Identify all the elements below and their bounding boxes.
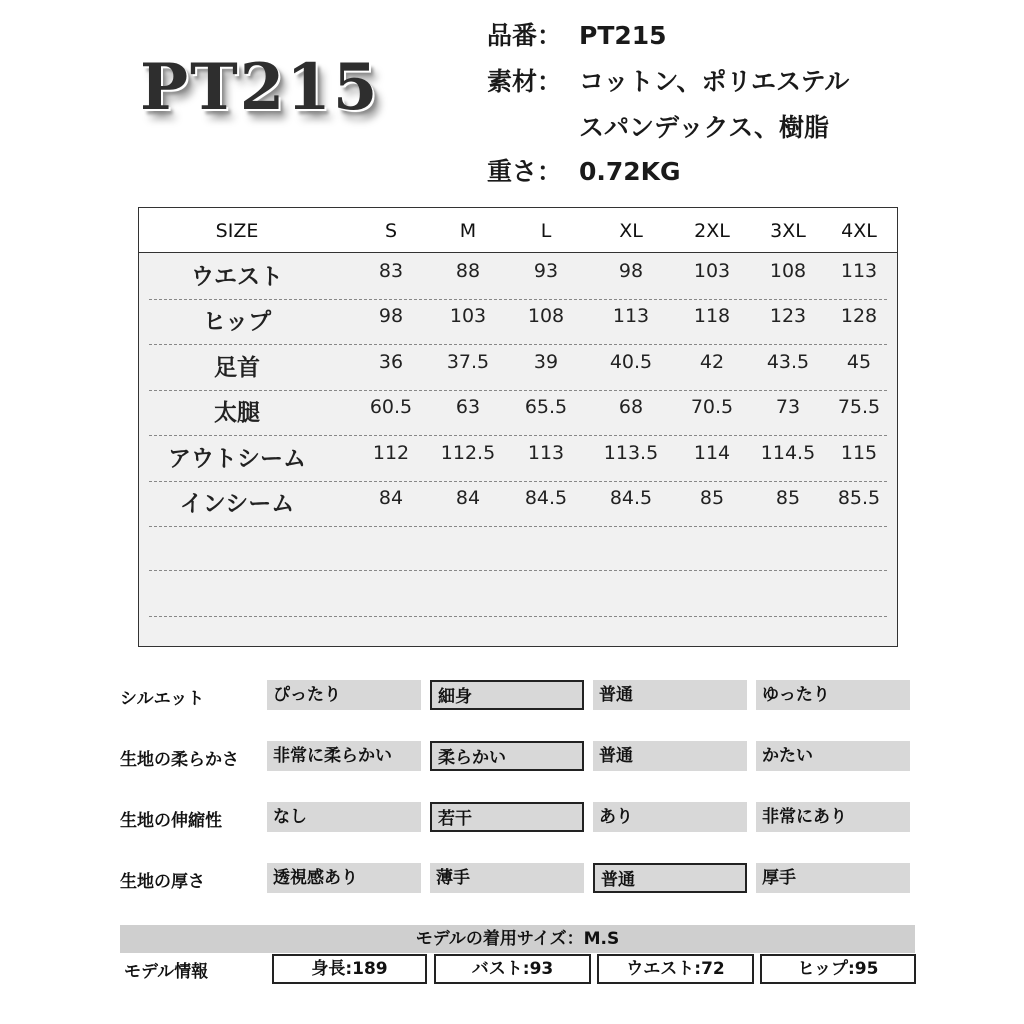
fit-option: 普通 <box>593 680 747 710</box>
measure-value: 114 <box>693 442 731 464</box>
fit-row-label: 生地の柔らかさ <box>120 750 239 770</box>
product-logo: PT215 <box>140 50 380 125</box>
model-size-bar: モデルの着用サイズ：M.S <box>120 925 915 953</box>
measure-value: 128 <box>840 305 878 327</box>
spec-sozai-line2: スパンデックス、樹脂 <box>579 113 830 142</box>
spec-omosa-label: 重さ： <box>487 157 563 186</box>
spec-omosa-value: 0.72KG <box>579 157 681 186</box>
fit-option-selected: 若干 <box>430 802 584 832</box>
measure-value: 93 <box>533 260 559 282</box>
measure-value: 39 <box>533 351 559 373</box>
measure-value: 45 <box>846 351 872 373</box>
fit-option: 薄手 <box>430 863 584 893</box>
model-info-label: モデル情報 <box>124 962 209 982</box>
spec-sozai <box>487 62 849 98</box>
row-separator <box>149 299 887 300</box>
fit-option: ぴったり <box>267 680 421 710</box>
measure-value: 84.5 <box>609 487 653 509</box>
measure-value: 68 <box>618 396 644 418</box>
fit-option: 非常にあり <box>756 802 910 832</box>
measure-value: 113 <box>612 305 650 327</box>
measure-label: 太腿 <box>214 400 260 426</box>
measure-value: 108 <box>527 305 565 327</box>
fit-option: ゆったり <box>756 680 910 710</box>
spec-hinban-value: PT215 <box>579 21 667 50</box>
fit-option: 厚手 <box>756 863 910 893</box>
measure-value: 75.5 <box>837 396 881 418</box>
measure-value: 115 <box>840 442 878 464</box>
spec-sozai-label: 素材： <box>487 67 563 96</box>
size-header-s: S <box>384 220 398 242</box>
measure-value: 43.5 <box>766 351 810 373</box>
fit-row-label: 生地の厚さ <box>120 872 205 892</box>
fit-option: 透視感あり <box>267 863 421 893</box>
fit-option: かたい <box>756 741 910 771</box>
fit-option: あり <box>593 802 747 832</box>
measure-value: 73 <box>775 396 801 418</box>
measure-value: 112.5 <box>440 442 496 464</box>
row-separator <box>149 526 887 527</box>
measure-value: 112 <box>372 442 410 464</box>
measure-value: 85 <box>775 487 801 509</box>
size-header-l: L <box>540 220 552 242</box>
measure-value: 98 <box>618 260 644 282</box>
measure-value: 85 <box>699 487 725 509</box>
size-table <box>138 207 898 647</box>
measure-value: 123 <box>769 305 807 327</box>
size-header-xl: XL <box>619 220 643 242</box>
measure-value: 63 <box>455 396 481 418</box>
measure-value: 84.5 <box>524 487 568 509</box>
spec-sozai-line1: コットン、ポリエステル <box>579 67 850 96</box>
spec-omosa <box>487 152 681 188</box>
row-separator <box>149 435 887 436</box>
measure-value: 83 <box>378 260 404 282</box>
measure-value: 108 <box>769 260 807 282</box>
measure-value: 60.5 <box>369 396 413 418</box>
row-separator <box>149 390 887 391</box>
fit-row-label: 生地の伸縮性 <box>120 811 222 831</box>
measure-value: 113.5 <box>603 442 659 464</box>
row-separator <box>149 481 887 482</box>
measure-label: インシーム <box>179 491 295 517</box>
measure-label: ヒップ <box>202 309 272 335</box>
measure-value: 70.5 <box>690 396 734 418</box>
measure-label: アウトシーム <box>168 446 306 472</box>
measure-value: 88 <box>455 260 481 282</box>
measure-label: ウエスト <box>191 264 283 290</box>
fit-option: 非常に柔らかい <box>267 741 421 771</box>
spec-hinban-label: 品番： <box>487 21 563 50</box>
measure-value: 118 <box>693 305 731 327</box>
fit-option-selected: 普通 <box>593 863 747 893</box>
measure-value: 103 <box>449 305 487 327</box>
size-header-2xl: 2XL <box>694 220 730 242</box>
row-separator <box>149 570 887 571</box>
measure-value: 65.5 <box>524 396 568 418</box>
measure-value: 114.5 <box>760 442 816 464</box>
measure-label: 足首 <box>214 355 260 381</box>
measure-value: 103 <box>693 260 731 282</box>
measure-value: 40.5 <box>609 351 653 373</box>
row-separator <box>149 344 887 345</box>
model-height: 身長:189 <box>272 954 427 984</box>
measure-value: 84 <box>378 487 404 509</box>
spec-hinban <box>487 16 667 52</box>
measure-value: 84 <box>455 487 481 509</box>
measure-value: 36 <box>378 351 404 373</box>
fit-option: なし <box>267 802 421 832</box>
fit-option: 普通 <box>593 741 747 771</box>
measure-value: 98 <box>378 305 404 327</box>
size-header-4xl: 4XL <box>841 220 877 242</box>
fit-option-selected: 細身 <box>430 680 584 710</box>
measure-value: 113 <box>527 442 565 464</box>
measure-value: 42 <box>699 351 725 373</box>
model-waist: ウエスト:72 <box>597 954 754 984</box>
measure-value: 113 <box>840 260 878 282</box>
model-bust: バスト:93 <box>434 954 591 984</box>
fit-row-label: シルエット <box>120 689 205 709</box>
size-table-header <box>139 208 897 253</box>
model-hip: ヒップ:95 <box>760 954 916 984</box>
size-header-label: SIZE <box>215 220 259 242</box>
measure-value: 37.5 <box>446 351 490 373</box>
measure-value: 85.5 <box>837 487 881 509</box>
size-header-m: M <box>459 220 477 242</box>
row-separator <box>149 616 887 617</box>
size-header-3xl: 3XL <box>770 220 806 242</box>
fit-option-selected: 柔らかい <box>430 741 584 771</box>
